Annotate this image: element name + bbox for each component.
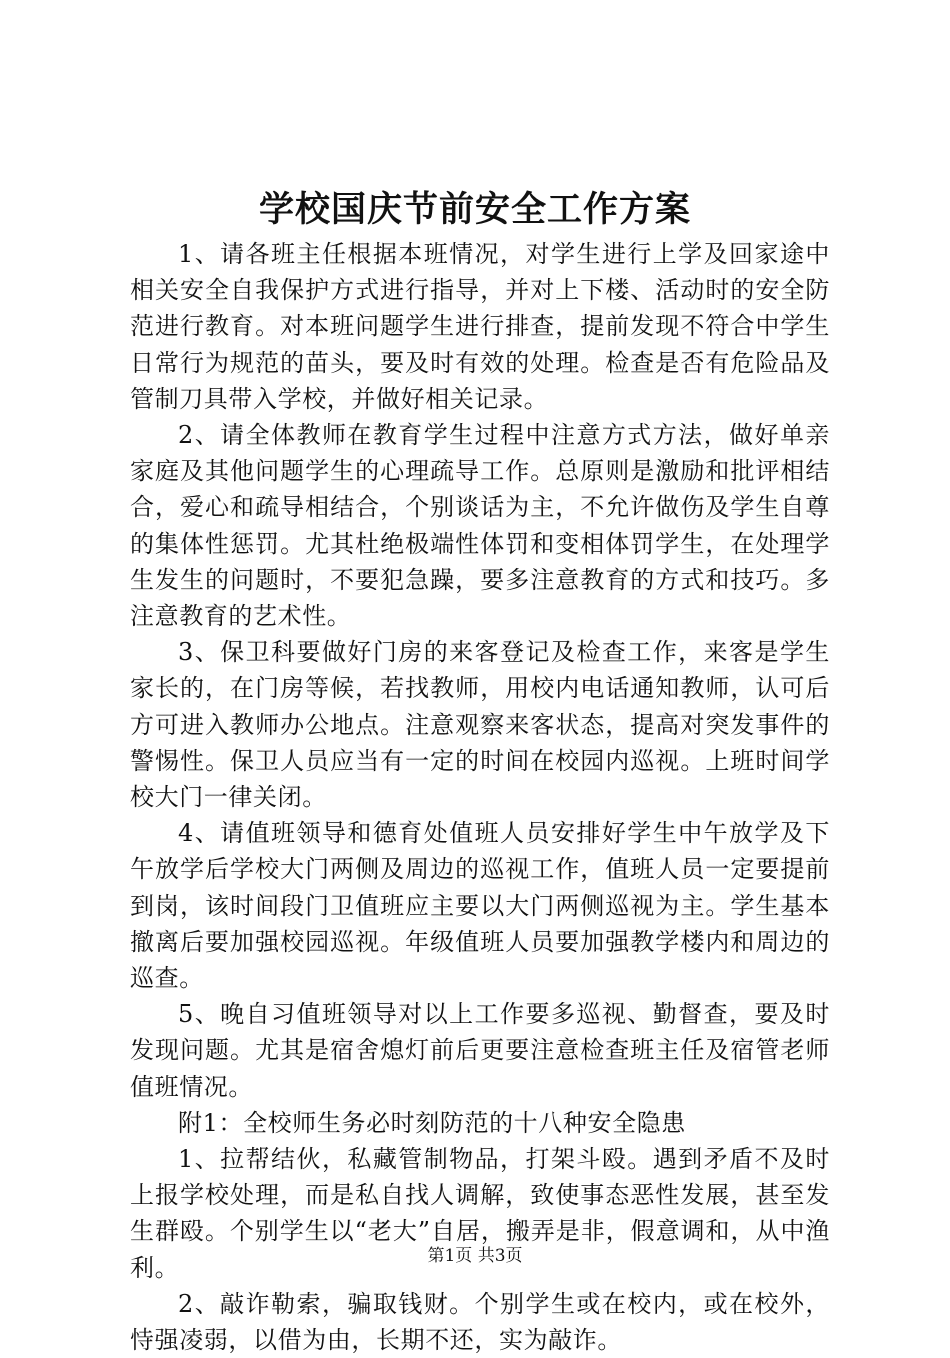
page-footer: 第1页 共3页 [427, 1246, 523, 1266]
page-title: 学校国庆节前安全工作方案 [258, 189, 691, 230]
paragraph-4: 4、请值班领导和德育处值班人员安排好学生中午放学及下午放学后学校大门两侧及周边的巡视工作，值班人员一定要提前到岗，该时间段门卫值班应主要以大门两侧巡视为主。学生基本撤离后要加强校园巡视。年级值班人员要加强教学楼内和周边的巡查。 [130, 819, 830, 993]
paragraph-3: 3、保卫科要做好门房的来客登记及检查工作，来客是学生家长的，在门房等候，若找教师，用校内电话通知教师，认可后方可进入教师办公地点。注意观察来客状态，提高对突发事件的警惕性。保卫人员应当有一定的时间在校园内巡视。上班时间学校大门一律关闭。 [130, 638, 830, 812]
paragraph-1: 1、请各班主任根据本班情况，对学生进行上学及回家途中相关安全自我保护方式进行指导，并对上下楼、活动时的安全防范进行教育。对本班问题学生进行排查，提前发现不符合中学生日常行为规范的苗头，要及时有效的处理。检查是否有危险品及管制刀具带入学校，并做好相关记录。 [130, 240, 830, 413]
paragraph-2: 2、请全体教师在教育学生过程中注意方式方法，做好单亲家庭及其他问题学生的心理疏导工作。总原则是激励和批评相结合，爱心和疏导相结合，个别谈话为主，不允许做伤及学生自尊的集体性惩罚。尤其杜绝极端性体罚和变相体罚学生，在处理学生发生的问题时，不要犯急躁，要多注意教育的方式和技巧。多注意教育的艺术性。 [130, 421, 830, 631]
appendix-item-2: 2、敲诈勒索，骗取钱财。个别学生或在校内，或在校外，恃强凌弱，以借为由，长期不还，实为敲诈。 [130, 1289, 830, 1355]
paragraph-5: 5、晚自习值班领导对以上工作要多巡视、勤督查，要及时发现问题。尤其是宿舍熄灯前后更要注意检查班主任及宿管老师值班情况。 [130, 1000, 830, 1101]
appendix-heading: 附1：全校师生务必时刻防范的十八种安全隐患 [178, 1108, 686, 1137]
appendix-item-1: 1、拉帮结伙，私藏管制物品，打架斗殴。遇到矛盾不及时上报学校处理，而是私自找人调解，致使事态恶性发展，甚至发生群殴。个别学生以“老大”自居，搬弄是非，假意调和，从中渔利。 [130, 1145, 830, 1282]
document-body [130, 236, 830, 1358]
